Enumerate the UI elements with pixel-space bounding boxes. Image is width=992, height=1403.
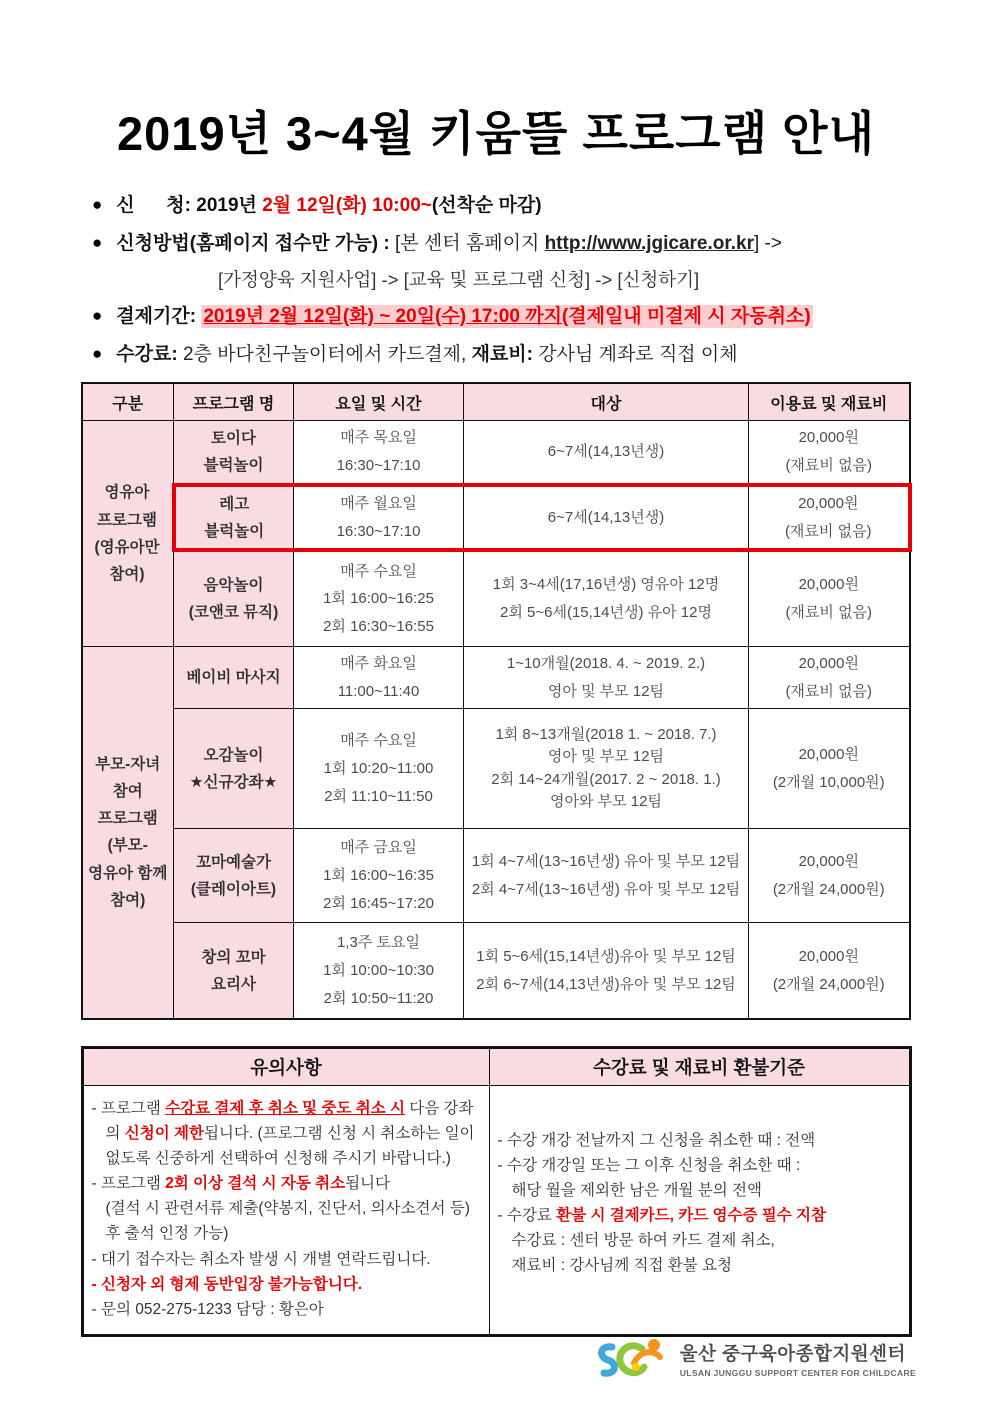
fee-cell: 20,000원 (재료비 없음) (749, 550, 910, 646)
program-table (81, 382, 912, 1020)
method-label: 신청방법(홈페이지 접수만 가능) : (116, 233, 395, 255)
schedule-cell: 1,3주 토요일 1회 10:00~10:30 2회 10:50~11:20 (294, 923, 464, 1019)
bullet-icon: ● (92, 233, 103, 253)
logo-english-name: ULSAN JUNGGU SUPPORT CENTER FOR CHILDCARE (679, 1368, 916, 1378)
program-name-cell: 음악놀이 (코앤코 뮤직) (174, 550, 294, 646)
table-row-baby-massage (82, 646, 910, 709)
notes-header-row (82, 1047, 910, 1085)
program-name-cell: 꼬마예술가 (클레이아트) (174, 829, 294, 923)
program-name-cell: 레고 블럭놀이 (174, 485, 294, 551)
target-cell: 1~10개월(2018. 4. ~ 2019. 2.) 영아 및 부모 12팀 (464, 646, 749, 709)
refund-item: - 수강료 환불 시 결제카드, 카드 영수증 필수 지참 (497, 1207, 826, 1225)
logo-korean-name: 울산 중구육아종합지원센터 (679, 1343, 906, 1364)
logo-text-block (680, 1340, 916, 1378)
apply-date-red: 2월 12일(화) 10:00~ (262, 194, 432, 216)
refund-cell (489, 1085, 910, 1335)
bullet-icon: ● (92, 194, 103, 214)
payment-period-highlight (201, 305, 812, 328)
schedule-cell: 매주 금요일 1회 16:00~16:35 2회 16:45~17:20 (294, 829, 464, 923)
refund-header: 수강료 및 재료비 환불기준 (489, 1047, 910, 1085)
bullet-icon: ● (92, 344, 103, 364)
payment-line (92, 303, 992, 331)
notice-cell (82, 1085, 489, 1335)
notes-table (81, 1046, 912, 1337)
table-row-five-senses (82, 709, 910, 829)
fee-cell: 20,000원 (2개월 24,000원) (749, 923, 910, 1019)
table-row-little-chef (82, 923, 910, 1019)
target-cell: 6~7세(14,13년생) (464, 421, 749, 485)
target-cell: 1회 8~13개월(2018 1. ~ 2018. 7.) 영아 및 부모 12팀 2회 14~24개월(2017. 2 ~ 2018. 1.) 영아와 부모 12팀 (464, 709, 749, 829)
table-row-music (82, 550, 910, 646)
payment-period: 2019년 2월 12일(화) ~ 20일(수) 17:00 까지 (203, 305, 562, 327)
notice-item-continuation: (결석 시 관련서류 제출(약봉지, 진단서, 의사소견서 등) 후 출석 인정 가능) (105, 1200, 470, 1243)
fee-text1: 2층 바다친구놀이터에서 카드결제, (177, 344, 472, 366)
fee-cell: 20,000원 (2개월 24,000원) (749, 829, 910, 923)
notice-item: - 대기 접수자는 취소자 발생 시 개별 연락드립니다. (91, 1250, 431, 1268)
schedule-cell: 매주 화요일 11:00~11:40 (294, 646, 464, 709)
notice-header: 유의사항 (82, 1047, 489, 1085)
refund-item-continuation: 수강료 : 센터 방문 하여 카드 결제 취소, (511, 1232, 775, 1250)
payment-label: 결제기간: (116, 305, 202, 327)
center-logo-icon (596, 1333, 670, 1385)
method-post-text: ] -> (753, 233, 782, 255)
apply-label: 신 청: (116, 194, 197, 216)
notice-item-contact: - 문의 052-275-1233 담당 : 황은아 (91, 1300, 324, 1318)
apply-line (92, 192, 992, 220)
table-header-row (82, 383, 910, 421)
col-header-fee: 이용료 및 재료비 (749, 383, 910, 421)
program-name-cell: 토이다 블럭놀이 (174, 421, 294, 485)
material-fee-label: 재료비: (471, 344, 533, 366)
fee-cell: 20,000원 (2개월 10,000원) (749, 709, 910, 829)
method-path-line: [가정양육 지원사업] -> [교육 및 프로그램 신청] -> [신청하기] (218, 268, 700, 290)
target-cell: 1회 4~7세(13~16년생) 유아 및 부모 12팀 2회 4~7세(13~16년생) 유아 및 부모 12팀 (464, 829, 749, 923)
homepage-url: http://www.jgicare.or.kr (544, 233, 754, 255)
table-row-little-artist (82, 829, 910, 923)
fee-cell: 20,000원 (재료비 없음) (749, 421, 910, 485)
refund-item-continuation: 재료비 : 강사님께 직접 환불 요청 (511, 1257, 732, 1275)
bullet-icon: ● (92, 305, 103, 325)
notes-body-row (82, 1085, 910, 1335)
apply-date-black: 2019년 (196, 194, 263, 216)
target-cell: 1회 5~6세(15,14년생)유아 및 부모 12팀 2회 6~7세(14,13년생)유아 및 부모 12팀 (464, 923, 749, 1019)
page-title: 2019년 3~4월 키움뜰 프로그램 안내 (117, 107, 875, 160)
program-name-cell: 오감놀이 ★신규강좌★ (174, 709, 294, 829)
payment-warning: (결제일내 미결제 시 자동취소) (561, 305, 811, 327)
schedule-cell: 매주 수요일 1회 16:00~16:25 2회 16:30~16:55 (294, 550, 464, 646)
target-cell: 1회 3~4세(17,16년생) 영유아 12명 2회 5~6세(15,14년생) 유아 12명 (464, 550, 749, 646)
fee-text2: 강사님 계좌로 직접 이체 (532, 344, 738, 366)
footer (596, 1333, 916, 1385)
program-name-cell: 베이비 마사지 (174, 646, 294, 709)
info-bullets (92, 192, 992, 369)
schedule-cell: 매주 수요일 1회 10:20~11:00 2회 11:10~11:50 (294, 709, 464, 829)
refund-item-continuation: 해당 월을 제외한 남은 개월 분의 전액 (511, 1182, 762, 1200)
schedule-cell: 매주 월요일 16:30~17:10 (294, 485, 464, 551)
method-pre-text: [본 센터 홈페이지 (394, 233, 545, 255)
fee-line (92, 341, 992, 369)
table-row-lego-highlighted (82, 485, 910, 551)
table-row-toida (82, 421, 910, 485)
method-line (92, 230, 992, 258)
notice-item-red: - 신청자 외 형제 동반입장 불가능합니다. (91, 1275, 363, 1293)
group-cell-infant-program: 영유아 프로그램 (영유아만 참여) (82, 421, 174, 647)
refund-item: - 수강 개강일 또는 그 이후 신청을 취소한 때 : (497, 1156, 801, 1174)
program-name-cell: 창의 꼬마 요리사 (174, 923, 294, 1019)
schedule-cell: 매주 목요일 16:30~17:10 (294, 421, 464, 485)
fee-cell: 20,000원 (재료비 없음) (749, 646, 910, 709)
col-header-category: 구분 (82, 383, 174, 421)
col-header-program: 프로그램 명 (174, 383, 294, 421)
fee-label: 수강료: (116, 344, 178, 366)
target-cell: 6~7세(14,13년생) (464, 485, 749, 551)
group-cell-parent-child-program: 부모-자녀 참여 프로그램 (부모- 영유아 함께 참여) (82, 646, 174, 1019)
notice-item: - 프로그램 수강료 결제 후 취소 및 중도 취소 시 다음 강좌의 신청이 제한됩니다. (프로그램 신청 시 취소하는 일이 없도록 신중하게 선택하여 신청해 주시기 바랍니다.) (91, 1099, 475, 1168)
col-header-schedule: 요일 및 시간 (294, 383, 464, 421)
fee-cell: 20,000원 (재료비 없음) (749, 485, 910, 551)
notice-item: - 프로그램 2회 이상 결석 시 자동 취소됩니다 (91, 1175, 390, 1193)
col-header-target: 대상 (464, 383, 749, 421)
apply-note: (선착순 마감) (431, 194, 542, 216)
refund-item: - 수강 개강 전날까지 그 신청을 취소한 때 : 전액 (497, 1131, 816, 1149)
